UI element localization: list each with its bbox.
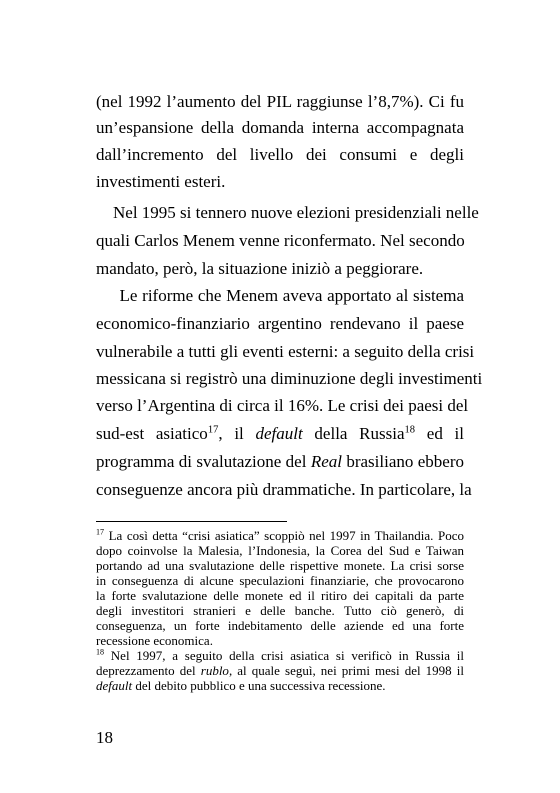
footnote-marker: 17 bbox=[96, 527, 105, 537]
footnote-line: in conseguenza di alcune speculazioni finanziarie, che provocarono bbox=[96, 573, 464, 588]
text-line: economico-finanziario argentino rendevano il paese bbox=[96, 314, 464, 333]
text-line: mandato, però, la situazione iniziò a peggiorare. bbox=[96, 259, 424, 278]
text-line: dall’incremento del livello dei consumi e degli bbox=[96, 145, 464, 164]
footnote-separator bbox=[96, 521, 287, 522]
footnote-line: $^{17}$ La così detta “crisi asiatica” scoppiò nel 1997 in Thailandia. Poco bbox=[96, 527, 464, 543]
text-line: programma di svalutazione del Real brasiliano ebbero bbox=[96, 452, 464, 471]
text-line: conseguenze ancora più drammatiche. In particolare, la bbox=[96, 480, 472, 499]
footnote-line: conseguenza, un forte indebitamento delle aziende ed una forte bbox=[96, 618, 464, 633]
text-line-with-footnote-refs: sud-est asiatico$^{17}$, il default della Russia$^{18}$ ed il bbox=[96, 424, 464, 443]
page-number: 18 bbox=[96, 728, 113, 747]
text-line: investimenti esteri. bbox=[96, 172, 226, 191]
footnote-line: default del debito pubblico e una successiva recessione. bbox=[96, 678, 386, 693]
footnote-line: la forte svalutazione delle monete ed il ritiro dei capitali da parte bbox=[96, 588, 464, 603]
footnote-line: deprezzamento del rublo, al quale seguì, nei primi mesi del 1998 il bbox=[96, 663, 464, 678]
text-line: quali Carlos Menem venne riconfermato. Nel secondo bbox=[96, 231, 465, 250]
footnote-line: $^{18}$ Nel 1997, a seguito della crisi asiatica si verificò in Russia il bbox=[96, 647, 464, 663]
text-line: vulnerabile a tutti gli eventi esterni: a seguito della crisi bbox=[96, 342, 475, 361]
footnote-line: portando ad una svalutazione delle rispettive monete. La crisi sorse bbox=[96, 558, 464, 573]
footnote-line: dopo coinvolse la Malesia, l’Indonesia, la Corea del Sud e Taiwan bbox=[96, 543, 464, 558]
text-line: Le riforme che Menem aveva apportato al sistema bbox=[96, 286, 464, 305]
text-line: un’espansione della domanda interna accompagnata bbox=[96, 118, 464, 137]
text-line: (nel 1992 l’aumento del PIL raggiunse l’8,7%). Ci fu bbox=[96, 92, 464, 111]
text-line: Nel 1995 si tennero nuove elezioni presidenziali nelle bbox=[96, 203, 479, 222]
footnote-marker: 18 bbox=[96, 647, 105, 657]
footnote-ref-18: 18 bbox=[404, 424, 416, 436]
footnote-ref-17: 17 bbox=[207, 424, 219, 436]
text-line: messicana si registrò una diminuzione degli investimenti bbox=[96, 369, 483, 388]
footnote-line: recessione economica. bbox=[96, 633, 213, 648]
text-line: verso l’Argentina di circa il 16%. Le crisi dei paesi del bbox=[96, 396, 469, 415]
footnote-line: degli investitori stranieri e delle banche. Tutto ciò generò, di bbox=[96, 603, 464, 618]
